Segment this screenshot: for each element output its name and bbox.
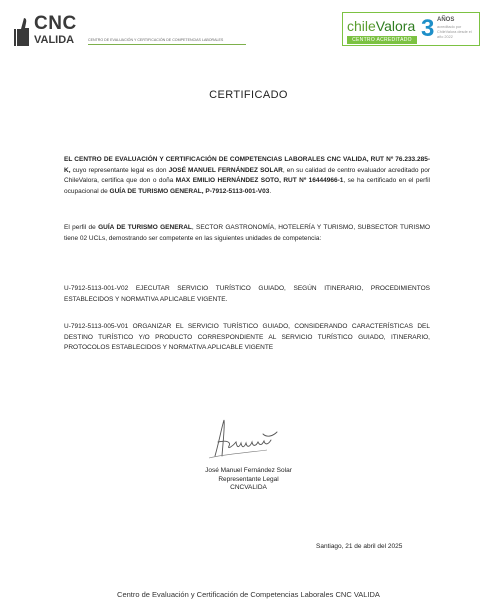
brand-prefix: chile (347, 18, 376, 34)
p1-text-b: cuyo representante legal es don (70, 166, 169, 174)
profile-paragraph (64, 223, 430, 244)
p2-text-c: , SECTOR GASTRONOMÍA, HOTELERÍA Y TURISMO, SUBSECTOR TURISMO tiene 02 UCLs, demostrando ser competente en las siguientes unidades de competencia: (64, 224, 430, 242)
thumb-icon (14, 16, 30, 48)
years-number: 3 (421, 15, 435, 42)
accredited-label: CENTRO ACREDITADO (347, 36, 417, 44)
p1-text-d: , en su calidad de centro evaluador acreditado por ChileValora, certifica que don o doña (64, 166, 430, 184)
competency-unit (64, 284, 430, 305)
footer-text: Centro de Evaluación y Certificación de Competencias Laborales CNC VALIDA (117, 590, 380, 599)
chilevalora-logo (342, 12, 480, 46)
signatory-name: José Manuel Fernández Solar (205, 467, 292, 474)
years-label: AÑOS (437, 17, 455, 23)
chilevalora-wordmark (347, 18, 415, 34)
holder-name: MAX EMILIO HERNÁNDEZ SOTO, RUT Nº 16444966-1 (175, 177, 344, 184)
issue-date: Santiago, 21 de abril del 2025 (316, 543, 403, 550)
unit-code: U-7912-5113-001-V02 (64, 285, 129, 292)
signatory-org: CNCVALIDA (230, 484, 267, 491)
chilevalora-brand (345, 15, 417, 43)
p2-text-a: El perfil de (64, 224, 99, 231)
issuer-text: EL CENTRO DE EVALUACIÓN Y CERTIFICACIÓN DE COMPETENCIAS LABORALES CNC VALIDA, RUT Nº 76.233.285-K, (64, 156, 430, 174)
certification-paragraph (64, 155, 430, 197)
brand-suffix: Valora (375, 18, 416, 34)
profile-name: GUÍA DE TURISMO GENERAL, P-7912-5113-001-V03 (109, 187, 270, 195)
certificate-title: CERTIFICADO (209, 89, 288, 101)
unit-code: U-7912-5113-005-V01 (64, 323, 129, 330)
cnc-valida-logo (14, 13, 77, 50)
unit-text: EJECUTAR SERVICIO TURÍSTICO GUIADO, SEGÚN ITINERARIO, PROCEDIMIENTOS ESTABLECIDOS Y NORMATIVA APLICABLE VIGENTE. (64, 285, 430, 303)
p1-text-h: . (269, 187, 272, 195)
signature-image (205, 412, 285, 462)
profile-title: GUÍA DE TURISMO GENERAL (98, 224, 192, 231)
signatory-role: Representante Legal (218, 475, 279, 483)
unit-text: ORGANIZAR EL SERVICIO TURÍSTICO GUIADO, CONSIDERANDO CARACTERÍSTICAS DEL DESTINO TURÍSTICO Y/O PRODUCTO CORRESPONDIENTE AL SERVICIO TURÍSTICO GUIADO, ITINERARIO, PROTOCOLOS ESTABLECIDOS Y NORMATIVA APLICABLE VIGENTE (64, 323, 430, 351)
header-divider (88, 44, 246, 45)
p1-text-f: , se ha certificado en el perfil ocupacional de (64, 177, 430, 195)
signatory-block (0, 467, 497, 493)
competency-unit (64, 322, 430, 354)
representative-name: JOSÉ MANUEL FERNÁNDEZ SOLAR (168, 166, 283, 174)
years-caption: acreditado por ChileValora desde el año 2022 (437, 25, 472, 39)
header-tagline: CENTRO DE EVALUACIÓN Y CERTIFICACIÓN DE COMPETENCIAS LABORALES (88, 38, 224, 42)
logo-subword: VALIDA (34, 34, 75, 46)
logo-word: CNC (34, 13, 77, 34)
